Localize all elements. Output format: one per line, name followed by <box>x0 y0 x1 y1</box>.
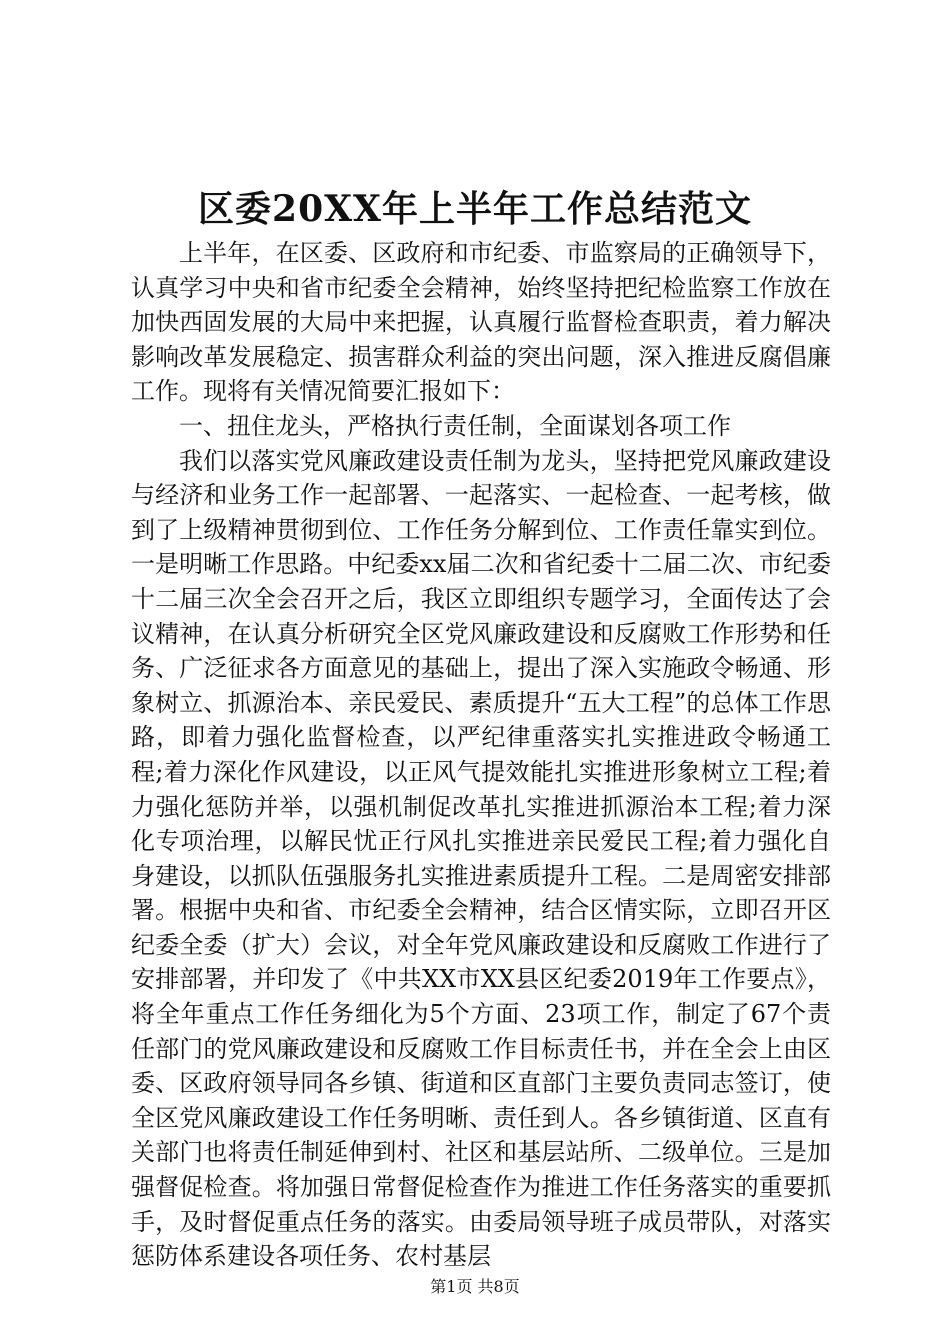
document-title: 区委20XX年上半年工作总结范文 <box>198 188 752 230</box>
page-footer: 第1页 共8页 <box>430 1277 520 1296</box>
section-heading: 一、扭住龙头，严格执行责任制，全面谋划各项工作 <box>179 411 731 440</box>
body-paragraph: 我们以落实党风廉政建设责任制为龙头，坚持把党风廉政建设与经济和业务工作一起部署、一起落实、一起检查、一起考核，做到了上级精神贯彻到位、工作任务分解到位、工作责任靠实到位。一是明晰工作思路。中纪委xx届二次和省纪委十二届二次、市纪委十二届三次全会召开之后，我区立即组织专题学习，全面传达了会议精神，在认真分析研究全区党风廉政建设和反腐败工作形势和任务、广泛征求各方面意见的基础上，提出了深入实施政令畅通、形象树立、抓源治本、亲民爱民、素质提升“五大工程”的总体工作思路，即着力强化监督检查，以严纪律重落实扎实推进政令畅通工程;着力深化作风建设，以正风气提效能扎实推进形象树立工程;着力强化惩防并举，以强机制促改革扎实推进抓源治本工程;着力深化专项治理，以解民忧正行风扎实推进亲民爱民工程;着力强化自身建设，以抓队伍强服务扎实推进素质提升工程。二是周密安排部署。根据中央和省、市纪委全会精神，结合区情实际，立即召开区纪委全委（扩大）会议，对全年党风廉政建设和反腐败工作进行了安排部署，并印发了《中共XX市XX县区纪委2019年工作要点》，将全年重点工作任务细化为5个方面、23项工作，制定了67个责任部门的党风廉政建设和反腐败工作目标责任书，并在全会上由区委、区政府领导同各乡镇、街道和区直部门主要负责同志签订，使全区党风廉政建设工作任务明晰、责任到人。各乡镇街道、区直有关部门也将责任制延伸到村、社区和基层站所、二级单位。三是加强督促检查。将加强日常督促检查作为推进工作任务落实的重要抓手，及时督促重点任务的落实。由委局领导班子成员带队，对落实惩防体系建设各项任务、农村基层 <box>131 446 831 1271</box>
document-body <box>131 236 831 1274</box>
intro-paragraph: 上半年，在区委、区政府和市纪委、市监察局的正确领导下，认真学习中央和省市纪委全会精神，始终坚持把纪检监察工作放在加快西固发展的大局中来把握，认真履行监督检查职责，着力解决影响改革发展稳定、损害群众利益的突出问题，深入推进反腐倡廉工作。现将有关情况简要汇报如下： <box>131 239 831 406</box>
